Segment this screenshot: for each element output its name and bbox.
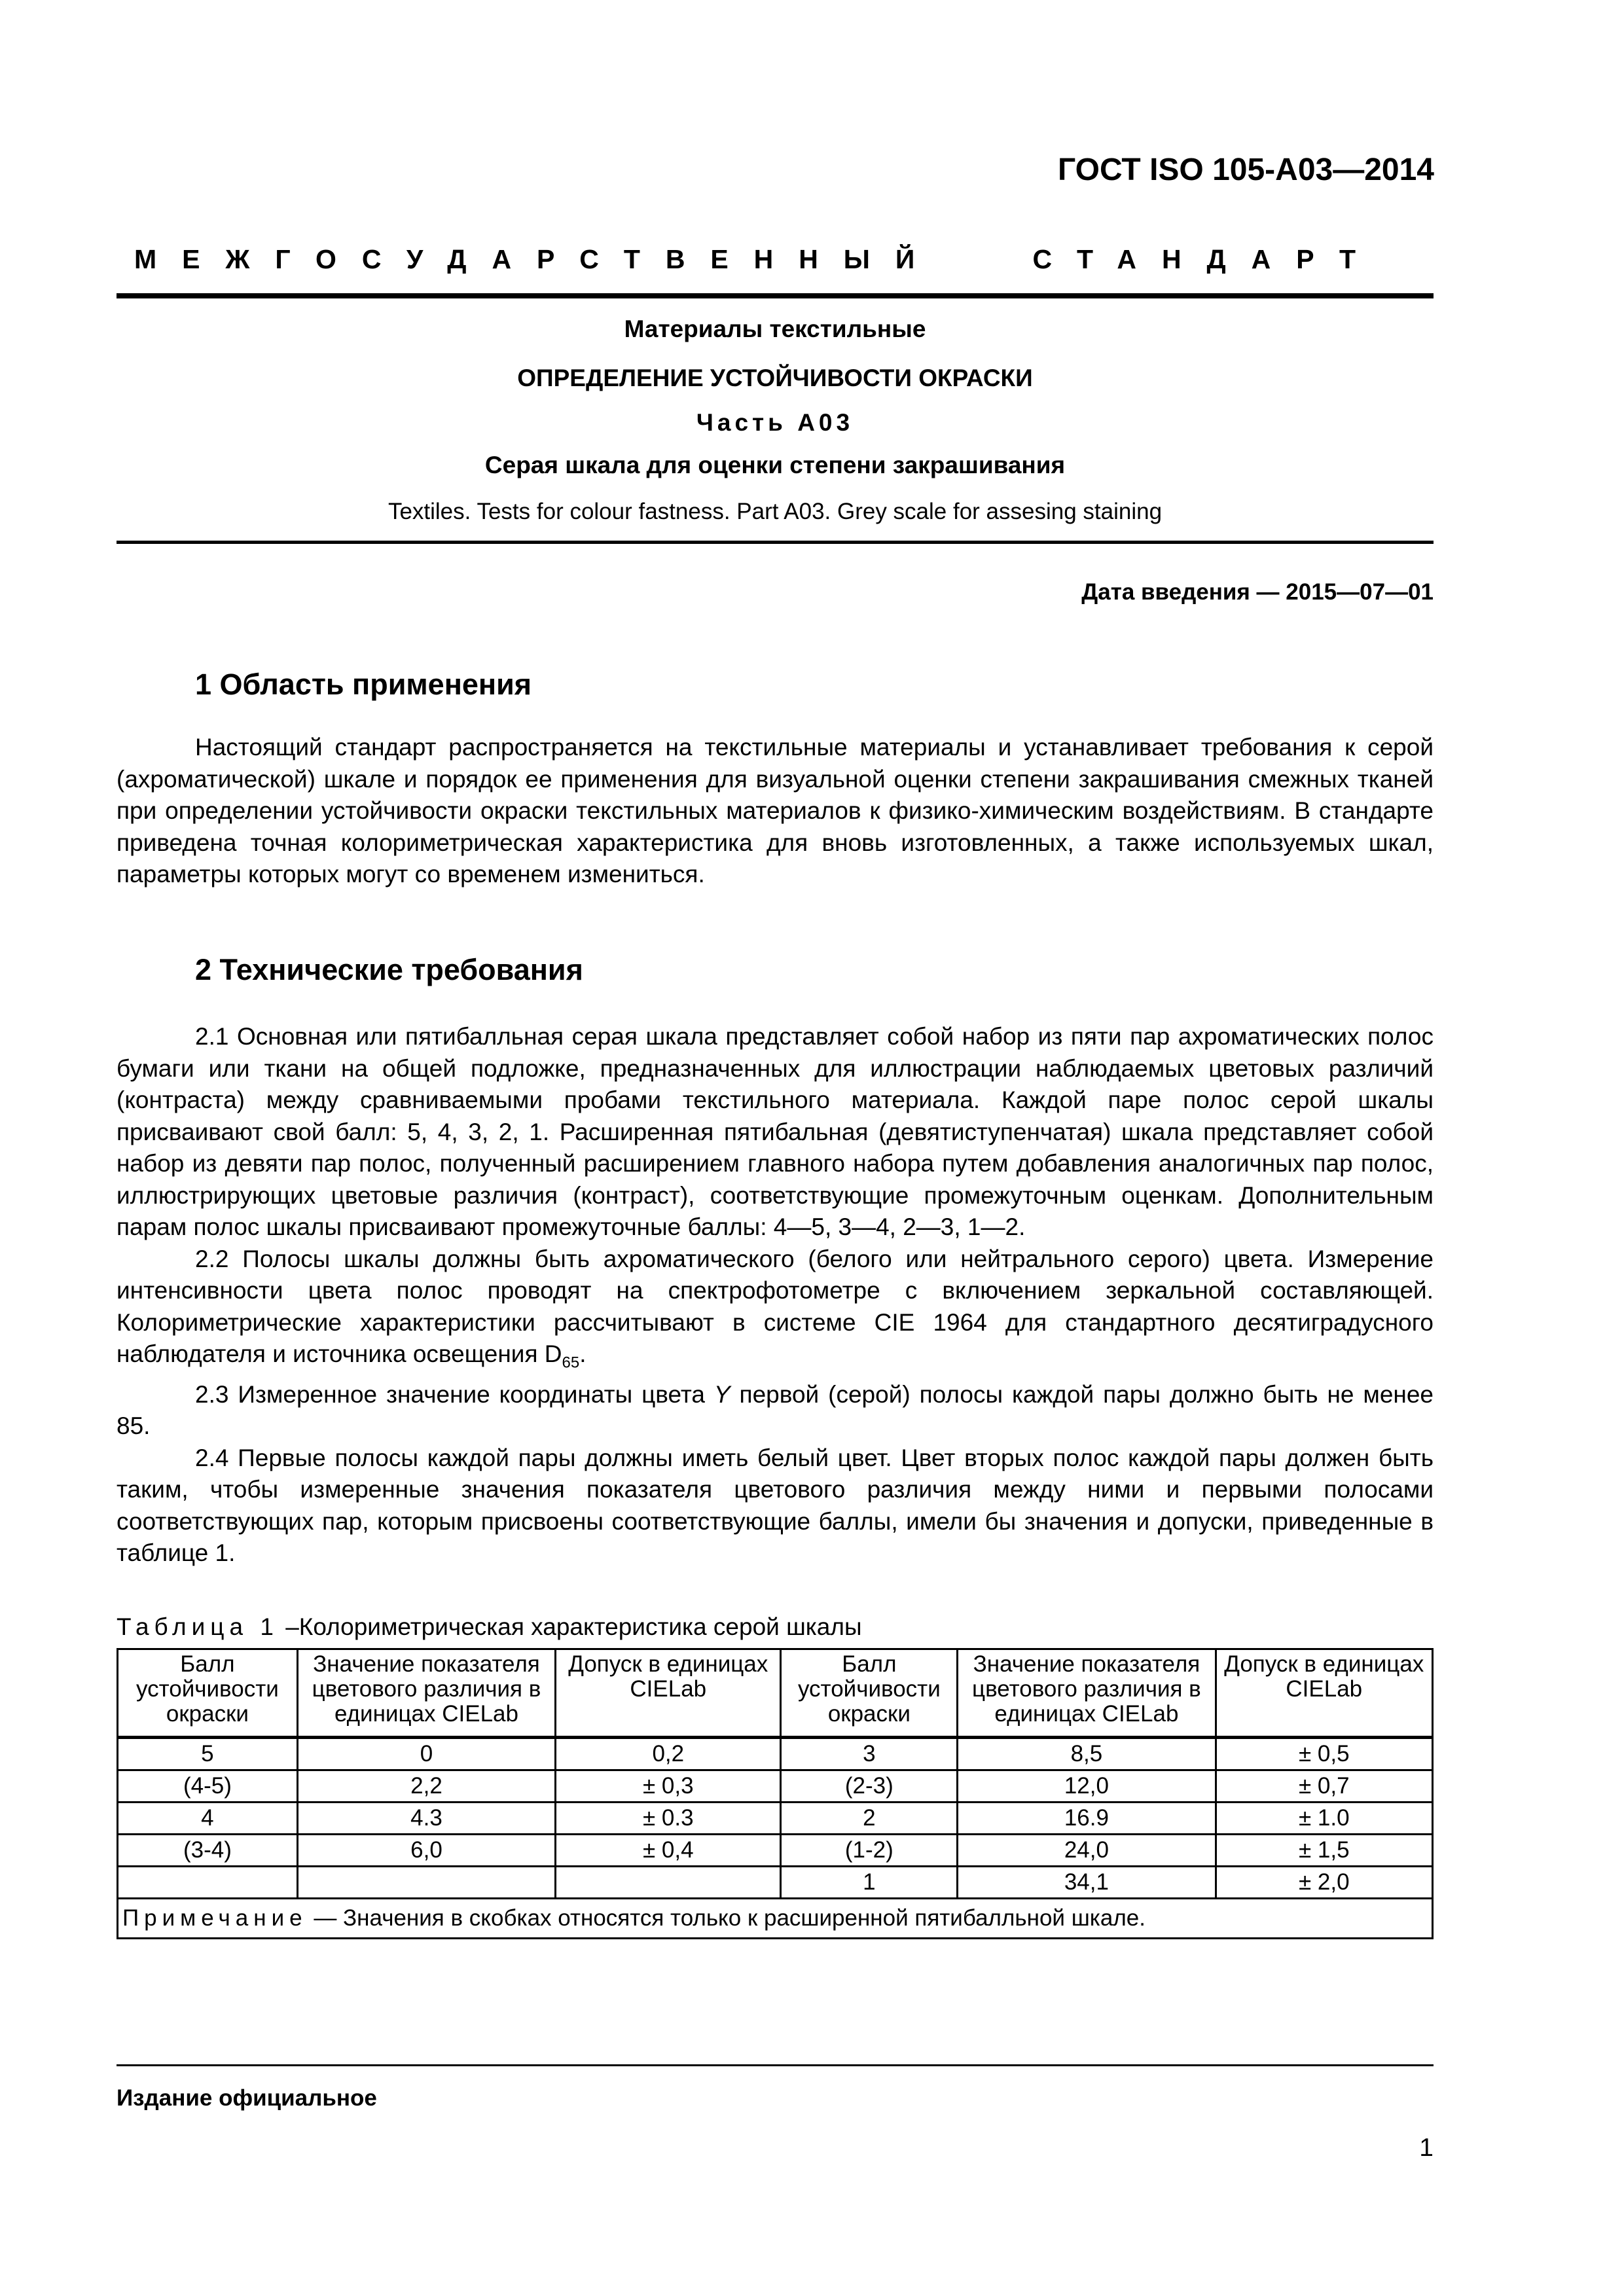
section-1-paragraph: Настоящий стандарт распространяется на текстильные материалы и устанавливает требования к серой (ахроматической) шкале и порядок ее применения для визуальной оценки степени закрашивания смежных тканей при определении устойчивости окраски текстильных материалов к физико-химическим воздействиям. В стандарте приведена точная колориметрическая характеристика для вновь изготовленных, а также используемых шкал, параметры которых могут со временем измениться. [117,734,1434,888]
table-cell: ± 0,4 [556,1835,781,1867]
table-cell: 4 [118,1803,298,1835]
table-cell: ± 1,5 [1216,1835,1432,1867]
illuminant-subscript: 65 [562,1354,580,1372]
section-2-heading: 2 Технические требования [195,953,583,986]
table-cell: 12,0 [958,1770,1216,1803]
part-title: Часть А03 [696,409,854,436]
table-row [118,1738,1433,1770]
table-cell: ± 2,0 [1216,1867,1432,1899]
colorimetric-table [117,1648,1434,1939]
paragraph-2-2 [117,1244,1434,1379]
table-cell: ± 0,5 [1216,1738,1432,1770]
paragraph-2-2-end: . [579,1340,586,1367]
interstate-word: МЕЖГОСУДАРСТВЕННЫЙ [134,244,941,274]
paragraph-2-3 [117,1379,1434,1443]
table-cell: 0 [297,1738,555,1770]
table-cell: (1-2) [781,1835,958,1867]
table-cell: (3-4) [118,1835,298,1867]
table-cell: 5 [118,1738,298,1770]
paragraph-2-4: 2.4 Первые полосы каждой пары должны иметь белый цвет. Цвет вторых полос каждой пары должен быть таким, чтобы измеренные значения показателя цветового различия между ними и первыми полосами соответствующих пар, которым присвоены соответствующие баллы, имели бы значения и допуски, приведенные в таблице 1. [117,1444,1434,1567]
paragraph-2-1: 2.1 Основная или пятибалльная серая шкала представляет собой набор из пяти пар ахроматических полос бумаги или ткани на общей подложке, предназначенных для иллюстрации наблюдаемых цветовых различий (контраста) между сравниваемыми пробами текстильного материала. Каждой паре полос серой шкалы присваивают свой балл: 5, 4, 3, 2, 1. Расширенная пятибальная (девятиступенчатая) шкала представляет собой набор из девяти пар полос, полученный расширением главного набора путем добавления аналогичных пар полос, иллюстрирующих цветовые различия (контраст), соответствующие промежуточным оценкам. Дополнительным парам полос шкалы присваивают промежуточные баллы: 4—5, 3—4, 2—3, 1—2. [117,1023,1434,1240]
header-cell: Балл устойчивости окраски [118,1649,298,1738]
table-cell: (2-3) [781,1770,958,1803]
page-number: 1 [1419,2134,1434,2162]
official-edition: Издание официальное [117,2085,377,2111]
footer-divider [117,2064,1434,2066]
table-cell: 3 [781,1738,958,1770]
english-title: Textiles. Tests for colour fastness. Part A03. Grey scale for assesing staining [388,499,1163,524]
table-row [118,1867,1433,1899]
table-cell: 1 [781,1867,958,1899]
section-1-heading: 1 Область применения [195,668,532,701]
table-row [118,1770,1433,1803]
table-row [118,1835,1433,1867]
note-text: — Значения в скобках относятся только к расширенной пятибалльной шкале. [307,1905,1146,1931]
table-cell: 24,0 [958,1835,1216,1867]
paragraph-2-3-start: 2.3 Измеренное значение координаты цвета [195,1380,714,1408]
table-caption [117,1613,862,1641]
table-cell: 4.3 [297,1803,555,1835]
document-code: ГОСТ ISO 105-А03—2014 [1058,152,1434,187]
table-cell [118,1867,298,1899]
subtitle: Серая шкала для оценки степени закрашивания [484,452,1066,478]
paragraph-2-3-end: первой (серой) полосы каждой пары должно быть не менее 85. [117,1380,1434,1440]
table-row [118,1803,1433,1835]
main-title: ОПРЕДЕЛЕНИЕ УСТОЙЧИВОСТИ ОКРАСКИ [517,365,1033,391]
table-cell: 2,2 [297,1770,555,1803]
table-header-row [118,1649,1433,1738]
table-note-row [118,1899,1433,1939]
section-1-body [117,732,1434,891]
paragraph-2-2-text: 2.2 Полосы шкалы должны быть ахроматического (белого или нейтрального серого) цвета. Измерение интенсивности цвета полос проводят на спектрофотометре с включением зеркальной составляющей. Колориметрические характеристики рассчитывают в системе CIE 1964 для стандартного десятиградусного наблюдателя и источника освещения D [117,1245,1434,1367]
introduction-date: Дата введения — 2015—07—01 [1081,579,1434,605]
note-label: Примечание [122,1905,308,1931]
interstate-standard-label [134,244,1381,275]
table-cell: 2 [781,1803,958,1835]
table-cell: 8,5 [958,1738,1216,1770]
table-cell [297,1867,555,1899]
table-cell: 16.9 [958,1803,1216,1835]
table-cell: 6,0 [297,1835,555,1867]
section-2-body [117,1021,1434,1570]
table-cell: ± 0,3 [556,1770,781,1803]
table-cell: ± 0.3 [556,1803,781,1835]
table-cell: ± 1.0 [1216,1803,1432,1835]
standard-word: СТАНДАРТ [1032,244,1381,274]
table-note [118,1899,1433,1939]
table-cell: 34,1 [958,1867,1216,1899]
table-cell: 0,2 [556,1738,781,1770]
title-divider [117,541,1434,544]
header-cell: Допуск в единицах CIELab [1216,1649,1432,1738]
header-cell: Допуск в единицах CIELab [556,1649,781,1738]
materials-title: Материалы текстильные [624,315,926,342]
header-divider [117,293,1434,298]
header-cell: Значение показателя цветового различия в единицах CIELab [297,1649,555,1738]
table-caption-text: –Колориметрическая характеристика серой шкалы [278,1613,862,1640]
table-cell: ± 0,7 [1216,1770,1432,1803]
table-caption-label: Таблица 1 [117,1613,279,1640]
header-cell: Значение показателя цветового различия в единицах CIELab [958,1649,1216,1738]
header-cell: Балл устойчивости окраски [781,1649,958,1738]
table-cell [556,1867,781,1899]
table-cell: (4-5) [118,1770,298,1803]
coordinate-y: Y [713,1380,731,1408]
